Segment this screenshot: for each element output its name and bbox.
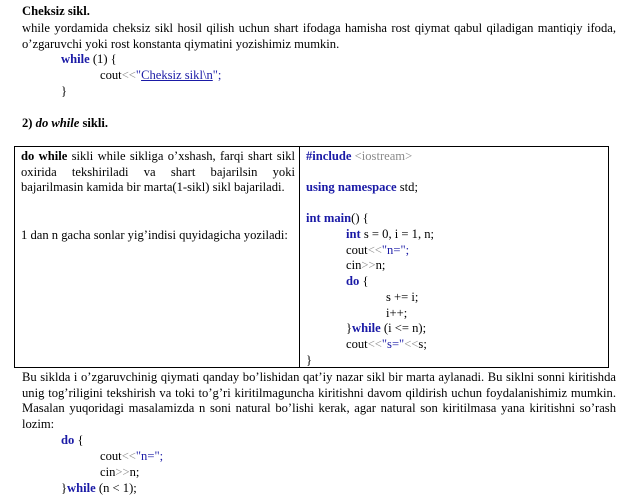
- code-cout-s-line: [346, 337, 427, 352]
- table-left-paragraph-1: [21, 149, 295, 196]
- code-text: cin: [100, 465, 116, 479]
- code-text: cin: [346, 258, 362, 272]
- code-text: n;: [375, 258, 386, 272]
- code-text: () {: [351, 211, 369, 225]
- code-cin-line-bottom: [100, 465, 139, 480]
- code-text: (1) {: [89, 52, 117, 66]
- code-keyword: int main: [306, 211, 352, 225]
- code-operator: <<: [121, 449, 136, 463]
- code-include-line: [306, 149, 412, 164]
- code-text: }: [61, 481, 68, 495]
- table-left-paragraph-2: 1 dan n gacha sonlar yig’indisi quyidagicha yoziladi:: [21, 228, 288, 242]
- code-string: "n=";: [135, 449, 164, 463]
- code-text: {: [74, 433, 84, 447]
- code-cout-line-bottom: [100, 449, 163, 464]
- code-do-line: [346, 274, 369, 289]
- code-text: (n < 1);: [95, 481, 137, 495]
- table-column-divider: [299, 147, 300, 367]
- code-keyword: int: [346, 227, 361, 241]
- code-text: {: [359, 274, 369, 288]
- code-text: s = 0, i = 1, n;: [360, 227, 435, 241]
- code-main-line: [306, 211, 369, 226]
- code-text: (i <= n);: [380, 321, 427, 335]
- code-text: }: [346, 321, 353, 335]
- code-cout-line: [100, 68, 221, 83]
- code-string: ": [135, 68, 142, 82]
- code-keyword: while: [67, 481, 96, 495]
- code-string: ";: [212, 68, 222, 82]
- bold-term: do while: [21, 149, 68, 163]
- section-title-italic: do while: [35, 116, 80, 130]
- section-title-rest: sikli.: [79, 116, 109, 130]
- code-string: "n=";: [381, 243, 410, 257]
- code-text: s;: [418, 337, 427, 351]
- code-close-brace: }: [61, 84, 68, 98]
- code-keyword: while: [61, 52, 90, 66]
- code-keyword: while: [352, 321, 381, 335]
- comparison-table: [14, 146, 609, 368]
- code-text: cout: [100, 449, 122, 463]
- code-using-line: [306, 180, 418, 195]
- section-title-infinite-loop: Cheksiz sikl.: [22, 4, 90, 18]
- paragraph-explanation: Bu siklda i o’zgaruvchinig qiymati qanday bo’lishidan qat’iy nazar sikl bir marta aylanadi. Bu siklni sonni kiritishda unig tog’riligini tekshirish va toki to’g’ri kiritilmaguncha kiritishni davom qildirish uchun foydalanishimiz mumkin. Masalan yuqoridagi masalamizda n soni natural bo’lishi kerak, agar natural son kiritilmasa yana kiritishni so’rash lozim:: [22, 370, 616, 431]
- code-operator: <<: [121, 68, 136, 82]
- paragraph-text: sikli while sikliga o’xshash, farqi shart sikl oxirida tekshiriladi va shart bajarilsin yoki bajarilmasin kamida bir marta(1-sikl) sikl bajariladi.: [21, 149, 296, 194]
- section-title-do-while: [22, 116, 108, 131]
- section-number: 2): [22, 116, 36, 130]
- code-keyword: using namespace: [306, 180, 400, 194]
- code-text: cout: [346, 337, 368, 351]
- code-while-line: [61, 52, 117, 67]
- code-operator: <<: [404, 337, 419, 351]
- code-sum-line: s += i;: [386, 290, 419, 304]
- code-text: cout: [346, 243, 368, 257]
- code-text: std;: [399, 180, 418, 194]
- code-library: <iostream>: [354, 149, 413, 163]
- code-operator: <<: [367, 243, 382, 257]
- code-cout-n-line: [346, 243, 409, 258]
- code-do-line-bottom: [61, 433, 84, 448]
- code-operator: <<: [367, 337, 382, 351]
- code-text: cout: [100, 68, 122, 82]
- code-while-line-bottom: [61, 481, 137, 496]
- code-while-line: [346, 321, 426, 336]
- paragraph-infinite-loop: while yordamida cheksiz sikl hosil qilish uchun shart ifodaga hamisha rost qiymat qabul qiladigan mantiqiy ifoda, o’zgaruvchi yoki rost konstanta qiymatini yozishimiz mumkin.: [22, 21, 616, 51]
- code-operator: >>: [115, 465, 130, 479]
- code-keyword: do: [346, 274, 360, 288]
- code-string-link[interactable]: Cheksiz sikl\n: [141, 68, 213, 82]
- code-string: "s=": [381, 337, 405, 351]
- code-decl-line: [346, 227, 434, 242]
- code-keyword: #include: [306, 149, 355, 163]
- code-final-brace: }: [306, 353, 313, 367]
- code-increment-line: i++;: [386, 306, 408, 320]
- code-text: n;: [129, 465, 140, 479]
- code-operator: >>: [361, 258, 376, 272]
- code-keyword: do: [61, 433, 75, 447]
- code-cin-line: [346, 258, 385, 273]
